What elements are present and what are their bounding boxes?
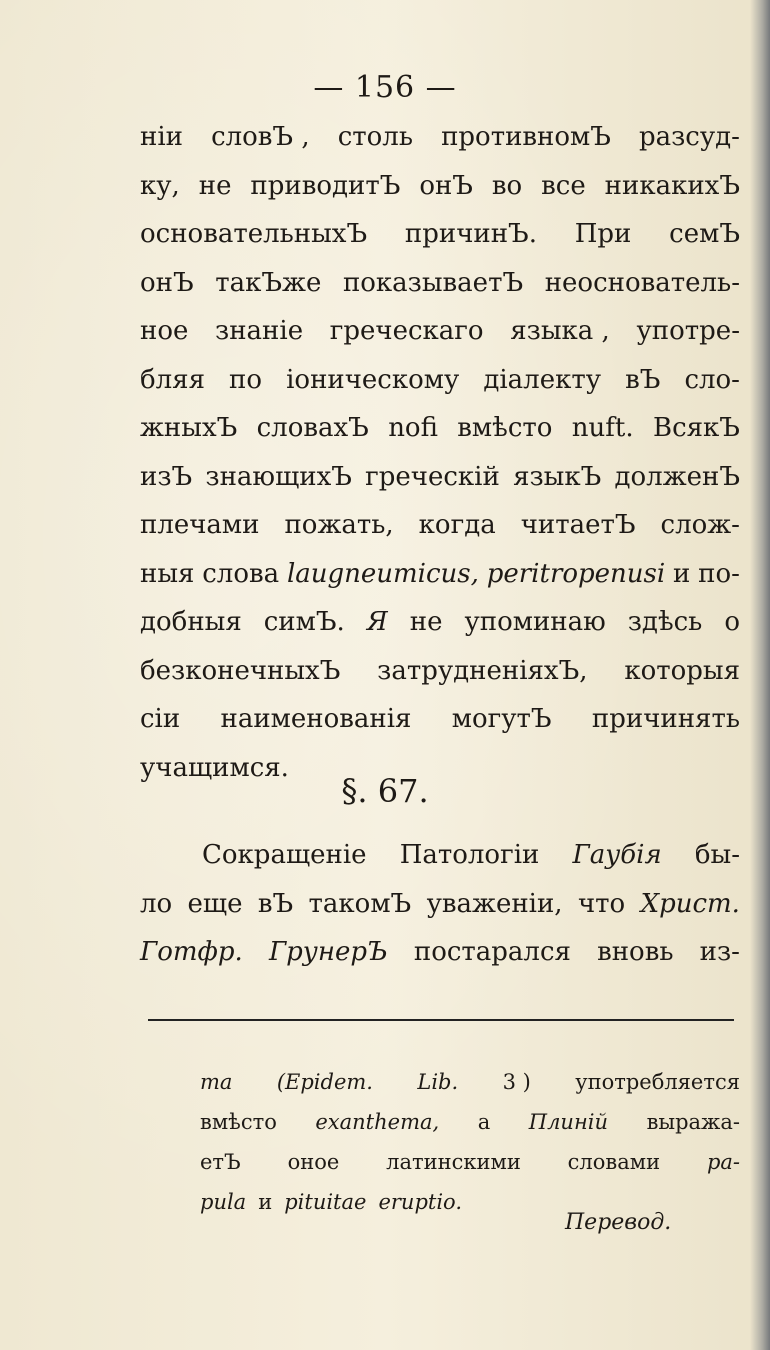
word: приводитЪ — [250, 170, 401, 201]
word: exanthema, — [315, 1110, 440, 1134]
word: nofi — [388, 413, 438, 443]
footnote-divider — [148, 1019, 734, 1021]
word: по- — [698, 558, 740, 589]
word: бляя — [140, 364, 205, 395]
word: жныхЪ — [140, 413, 238, 443]
word: ку, — [140, 170, 180, 201]
word: Готфр. — [140, 937, 243, 967]
word: уваженіи, — [426, 888, 563, 919]
word: а — [477, 1110, 491, 1134]
word: разсуд- — [638, 122, 740, 152]
word: вЪ — [257, 888, 294, 919]
word: оное — [287, 1150, 340, 1174]
word: языка , — [510, 316, 610, 346]
word: 3 ) — [502, 1070, 531, 1094]
word: которыя — [624, 655, 740, 686]
word: во — [491, 170, 523, 201]
word: добныя — [140, 607, 242, 637]
word: pula — [200, 1190, 247, 1214]
word: постарался — [413, 937, 571, 967]
word: вЪ — [625, 364, 661, 395]
text-line — [140, 122, 740, 171]
word: знающихЪ — [205, 461, 352, 492]
word: противномЪ — [441, 122, 611, 152]
word: етЪ — [200, 1150, 241, 1174]
word: ГрунерЪ — [268, 937, 388, 967]
word: слож- — [660, 510, 740, 540]
word: словЪ , — [211, 122, 310, 152]
text-line — [200, 1110, 740, 1150]
text-line — [140, 365, 740, 414]
word: сло- — [684, 364, 740, 395]
word: (Epidem. — [276, 1070, 373, 1094]
word: упоминаю — [464, 607, 606, 637]
page-spine-shadow — [750, 0, 770, 1350]
text-line — [140, 462, 740, 511]
word: діалекту — [483, 364, 602, 395]
text-line — [140, 656, 740, 705]
word: столь — [337, 122, 413, 152]
word: показываетЪ — [342, 267, 524, 298]
word: и — [673, 558, 691, 589]
text-line — [200, 1150, 740, 1190]
text-line — [140, 607, 740, 656]
word: не — [198, 170, 232, 201]
word: ВсякЪ — [652, 413, 740, 443]
footnote — [200, 1070, 740, 1230]
word: вмѣсто — [200, 1110, 277, 1134]
word: языкЪ — [513, 461, 602, 492]
word: pituitae — [284, 1190, 367, 1214]
paragraph-1 — [140, 122, 740, 801]
latin-word: peritropenusi — [486, 558, 666, 589]
latin-word: laugneumicus, — [286, 558, 479, 589]
word: латинскими — [386, 1150, 521, 1174]
word: слова — [202, 558, 280, 589]
word: наименованія — [220, 704, 412, 734]
word: сіи — [140, 704, 181, 734]
text-line — [200, 1070, 740, 1110]
word: ное — [140, 316, 189, 346]
word: когда — [418, 510, 496, 540]
word: из- — [699, 937, 740, 967]
word: по — [229, 364, 263, 395]
word: греческаго — [329, 316, 484, 346]
word: читаетЪ — [520, 510, 636, 540]
word: Я — [366, 607, 388, 637]
word: безконечныхЪ — [140, 655, 341, 686]
word: о — [724, 607, 740, 637]
word: никакихЪ — [604, 170, 740, 201]
text-line — [140, 268, 740, 317]
word: ніи — [140, 122, 183, 152]
text-line — [140, 889, 740, 938]
text-line — [140, 840, 740, 889]
word: бы- — [694, 840, 740, 870]
word: все — [541, 170, 586, 201]
word: симЪ. — [263, 607, 345, 637]
text-line — [140, 510, 740, 559]
word: причинЪ. — [404, 219, 537, 249]
word: плечами — [140, 510, 260, 540]
word: неоснователь- — [544, 267, 740, 298]
word: ло — [140, 888, 173, 919]
footnote-signature: Перевод. — [565, 1210, 672, 1235]
text-line — [140, 559, 740, 608]
word: причинять — [591, 704, 740, 734]
word: семЪ — [669, 219, 740, 249]
text-line — [140, 316, 740, 365]
word: pa- — [706, 1150, 740, 1174]
word: употре- — [636, 316, 740, 346]
word: nuft. — [571, 413, 634, 443]
word: вмѣсто — [457, 413, 553, 443]
section-heading: §. 67. — [341, 772, 429, 810]
word: ma — [200, 1070, 233, 1094]
word: и — [258, 1190, 273, 1214]
text-line — [140, 937, 740, 986]
text-line — [140, 413, 740, 462]
word: пожать, — [284, 510, 394, 540]
word: словами — [567, 1150, 661, 1174]
word: выража- — [646, 1110, 740, 1134]
paragraph-2 — [140, 840, 740, 986]
word: Христ. — [640, 888, 740, 919]
word: такЪже — [215, 267, 322, 298]
word: здѣсь — [627, 607, 703, 637]
word: изЪ — [140, 461, 193, 492]
word: учащимся. — [140, 752, 289, 783]
text-line — [140, 171, 740, 220]
word: При — [574, 219, 632, 249]
word: могутЪ — [451, 704, 552, 734]
page-number: — 156 — — [313, 70, 457, 105]
word: затрудненіяхЪ, — [377, 655, 588, 686]
word: знаніе — [215, 316, 304, 346]
word: что — [577, 888, 626, 919]
text-line — [140, 219, 740, 268]
word: Сокращеніе — [202, 840, 367, 870]
word: не — [409, 607, 443, 637]
word: вновь — [597, 937, 674, 967]
word: Lib. — [417, 1070, 459, 1094]
text-line — [140, 704, 740, 753]
word: Патологіи — [399, 840, 540, 870]
word: основательныхЪ — [140, 219, 368, 249]
word: еще — [187, 888, 243, 919]
word: долженЪ — [614, 461, 740, 492]
word: онЪ — [140, 267, 194, 298]
word: словахЪ — [256, 413, 369, 443]
word: употребляется — [575, 1070, 740, 1094]
word: Плиній — [528, 1110, 609, 1134]
word: eruptio. — [378, 1190, 462, 1214]
word: ныя — [140, 558, 195, 589]
word: онЪ — [419, 170, 473, 201]
word: такомЪ — [308, 888, 412, 919]
word: Гаубія — [572, 840, 662, 870]
word: греческій — [365, 461, 500, 492]
word: іоническому — [286, 364, 460, 395]
